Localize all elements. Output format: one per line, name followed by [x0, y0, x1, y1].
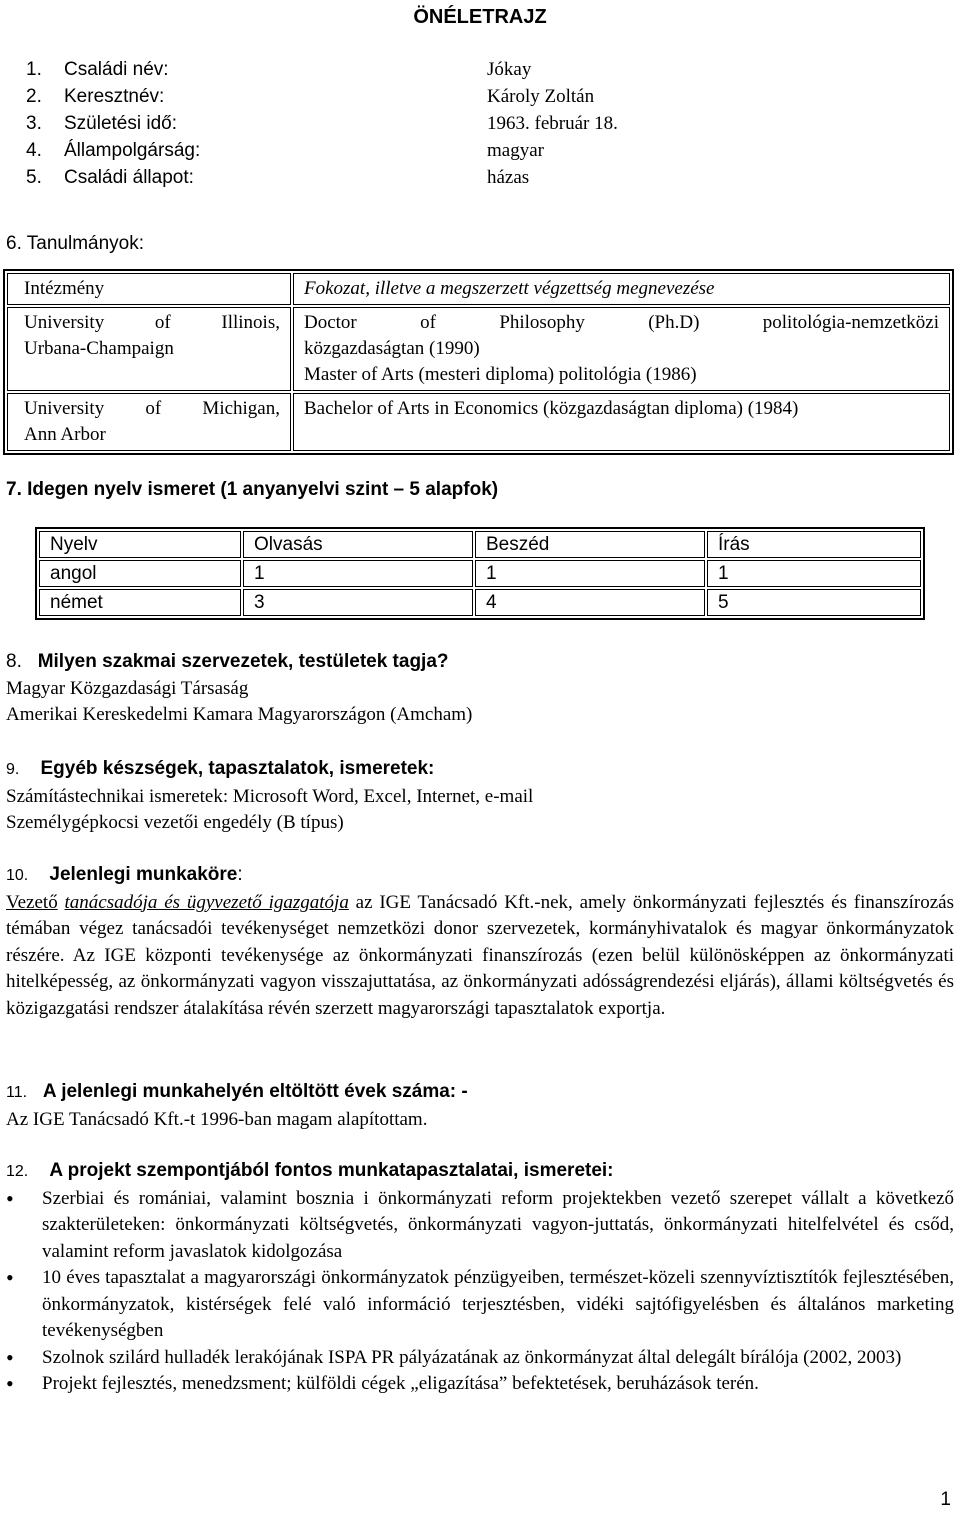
personal-row: [26, 138, 726, 165]
table-cell: német: [39, 589, 241, 616]
punctuation: :: [237, 864, 243, 885]
section-heading: [6, 756, 954, 784]
degree-cell: [293, 393, 950, 451]
field-label: Keresztnév:: [64, 86, 165, 107]
header-cell: Olvasás: [243, 531, 473, 558]
position-description: az IGE Tanácsadó Kft.-nek, amely önkormányzati fejlesztés és finanszírozás témában végez tanácsadói tevékenységet nemzetközi donor szervezetek, kormányhivatalok és magyar önkormányzatok részére. Az IGE központi tevékenysége az önkormányzati finanszírozás (ezen belül különösképpen az önkormányzati hitelképesség, az önkormányzati vagyon visszajuttatása, az önkormányzati adósságrendezési eljárás), állami költségvetés és közigazgatási rendszer átalakítása révén szerzett magyarországi tapasztalatok exportja.: [6, 891, 955, 1019]
field-value: Károly Zoltán: [487, 86, 595, 107]
field-label: Születési idő:: [64, 113, 178, 134]
skill-item: Személygépkocsi vezetői engedély (B típus): [6, 812, 344, 833]
position-section: [6, 862, 954, 1022]
memberships-section: [6, 649, 954, 729]
degree-line: Master of Arts (mesteri diploma) politológia (1986): [304, 364, 697, 385]
languages-heading: 7. Idegen nyelv ismeret (1 anyanyelvi szint – 5 alapfok): [6, 479, 499, 500]
item-number: 4.: [26, 140, 42, 161]
page-number: 1: [940, 1489, 951, 1510]
item-number: 2.: [26, 86, 42, 107]
section-number: 12.: [6, 1163, 29, 1180]
word: University: [24, 312, 105, 333]
section-heading: [6, 1158, 954, 1186]
section-number: 10.: [6, 867, 29, 884]
personal-row: [26, 57, 726, 84]
list-item: • 10 éves tapasztalat a magyarországi önkormányzatok pénzügyeiben, természet-közeli szennyvíztisztítók fejlesztésében, önkormányzatok, kistérségek felé való információ terjesztésben, vidéki sajtófigyelésben és általános marketing tevékenységben: [6, 1265, 954, 1345]
table-cell: 1: [707, 560, 921, 587]
header-cell: Nyelv: [39, 531, 241, 558]
institution-line: [24, 396, 280, 422]
section-heading: [6, 649, 954, 676]
header-cell: Beszéd: [475, 531, 705, 558]
degree-line: közgazdaságtan (1990): [304, 338, 480, 359]
role-title-detail: tanácsadója és ügyvezető igazgatója: [64, 891, 349, 913]
institution-line: [24, 310, 280, 336]
institution-cell: [7, 307, 291, 391]
list-item: • Projekt fejlesztés, menedzsment; külföldi cégek „eligazítása” befektetések, beruházások terén.: [6, 1371, 954, 1398]
personal-info-list: [26, 57, 726, 192]
field-value: magyar: [487, 140, 544, 161]
degree-line: Bachelor of Arts in Economics (közgazdaságtan diploma) (1984): [304, 398, 799, 419]
field-label: Családi név:: [64, 59, 169, 80]
table-cell: 1: [475, 560, 705, 587]
table-cell: 5: [707, 589, 921, 616]
field-label: Családi állapot:: [64, 167, 194, 188]
membership-item: Magyar Közgazdasági Társaság: [6, 677, 249, 699]
field-value: Jókay: [487, 59, 532, 80]
table-cell: 4: [475, 589, 705, 616]
section-title: A projekt szempontjából fontos munkatapasztalatai, ismeretei:: [49, 1160, 614, 1181]
word: Philosophy: [499, 312, 585, 333]
header-degree: Fokozat, illetve a megszerzett végzettség megnevezése: [293, 273, 950, 305]
role-title: Vezető: [6, 891, 58, 913]
table-row: [7, 307, 950, 391]
word: of: [420, 312, 436, 333]
skills-section: [6, 756, 954, 837]
personal-row: [26, 165, 726, 192]
personal-row: [26, 111, 726, 138]
page-title: ÖNÉLETRAJZ: [413, 6, 547, 28]
projects-list: [6, 1186, 954, 1398]
field-value: házas: [487, 167, 530, 188]
years-section: [6, 1079, 954, 1133]
section-title: Milyen szakmai szervezetek, testületek tagja?: [37, 651, 449, 672]
list-item: • Szolnok szilárd hulladék lerakójának ISPA PR pályázatának az önkormányzat által delegált bírálója (2002, 2003): [6, 1345, 954, 1372]
word: of: [145, 398, 162, 419]
skill-item: Számítástechnikai ismeretek: Microsoft Word, Excel, Internet, e-mail: [6, 785, 534, 807]
section-number: 11.: [6, 1084, 28, 1101]
membership-item: Amerikai Kereskedelmi Kamara Magyarországon (Amcham): [6, 704, 473, 725]
header-cell: Írás: [707, 531, 921, 558]
field-label: Állampolgárság:: [64, 140, 201, 161]
table-row: [7, 393, 950, 451]
languages-table: [35, 527, 925, 620]
word: politológia-nemzetközi: [762, 312, 939, 333]
item-number: 3.: [26, 113, 42, 134]
field-value: 1963. február 18.: [487, 113, 618, 134]
table-header-row: [7, 273, 950, 305]
table-cell: 1: [243, 560, 473, 587]
institution-cell: [7, 393, 291, 451]
list-item: • Szerbiai és romániai, valamint bosznia i önkormányzati reform projektekben vezető szerepet vállalt a következő szakterületeken: önkormányzati költségvetés, önkormányzati vagyon-juttatás, önkormányzati hitelfelvétel és csőd, valamint reform javaslatok kidolgozása: [6, 1186, 954, 1266]
projects-section: [6, 1158, 954, 1398]
section-title: A jelenlegi munkahelyén eltöltött évek száma: -: [42, 1081, 468, 1102]
degree-line: [304, 310, 939, 336]
table-header-row: [39, 531, 921, 558]
section-title: Jelenlegi munkaköre: [49, 864, 238, 885]
table-cell: angol: [39, 560, 241, 587]
studies-table: [3, 269, 954, 455]
table-row: [39, 560, 921, 587]
section-number: 8.: [6, 651, 22, 672]
institution-line: Urbana-Champaign: [24, 338, 174, 359]
word: of: [154, 312, 171, 333]
section-heading: [6, 1079, 954, 1107]
years-text: Az IGE Tanácsadó Kft.-t 1996-ban magam alapítottam.: [6, 1108, 428, 1130]
word: Michigan,: [202, 398, 280, 419]
section-number: 9.: [6, 761, 20, 778]
table-row: [39, 589, 921, 616]
word: (Ph.D): [648, 312, 700, 333]
institution-line: Ann Arbor: [24, 424, 106, 445]
section-heading: [6, 862, 954, 890]
personal-row: [26, 84, 726, 111]
position-text: [6, 890, 954, 1023]
word: Doctor: [304, 312, 357, 333]
word: University: [24, 398, 105, 419]
item-number: 1.: [26, 59, 42, 80]
word: Illinois,: [221, 312, 280, 333]
section-title: Egyéb készségek, tapasztalatok, ismeretek:: [40, 758, 435, 779]
header-institution: Intézmény: [7, 273, 291, 305]
item-number: 5.: [26, 167, 42, 188]
studies-heading: 6. Tanulmányok:: [6, 233, 145, 254]
degree-cell: [293, 307, 950, 391]
table-cell: 3: [243, 589, 473, 616]
